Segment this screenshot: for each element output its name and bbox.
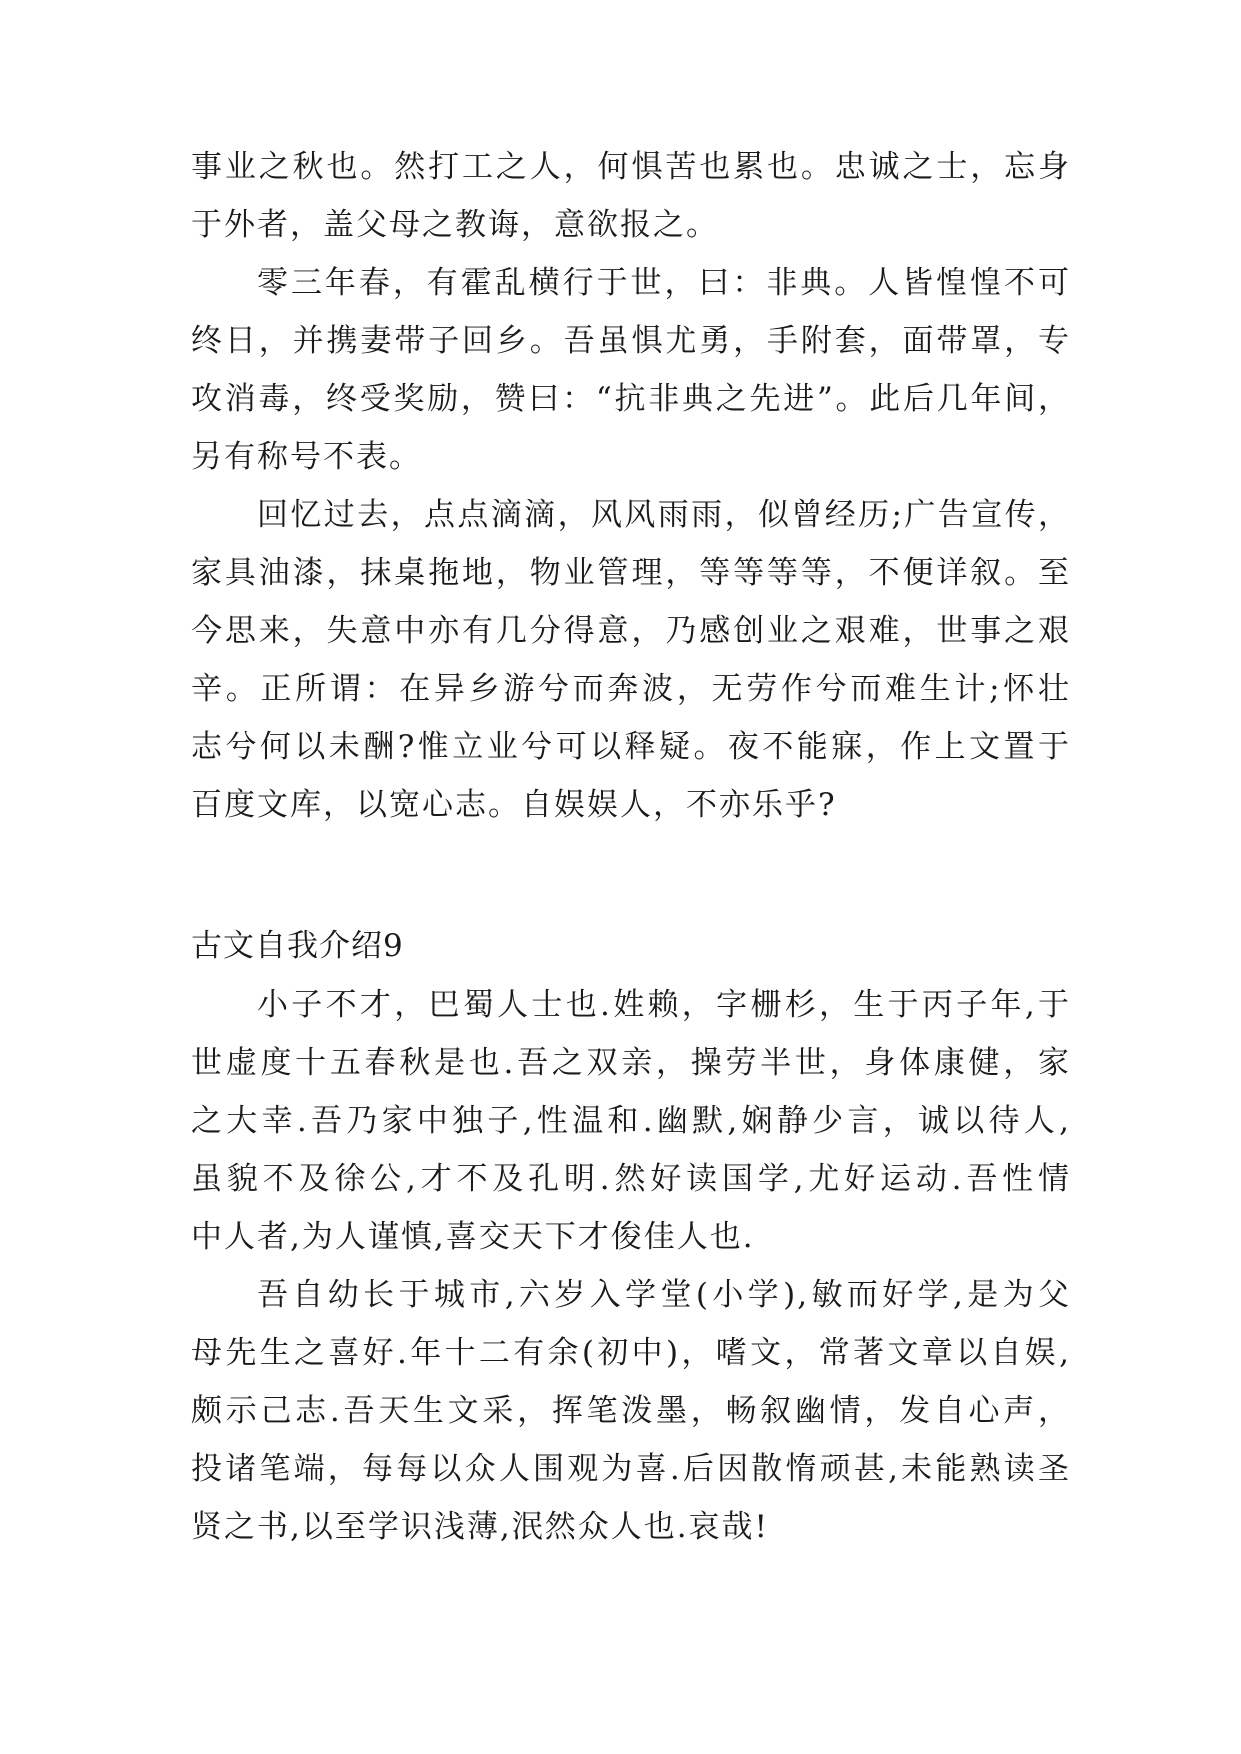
text-line: 之大幸.吾乃家中独子,性温和.幽默,娴静少言，诚以待人, [191, 1103, 1071, 1139]
text-line: 事业之秋也。然打工之人，何惧苦也累也。忠诚之士，忘身 [191, 149, 1071, 185]
text-line: 小子不才，巴蜀人士也.姓赖，字栅杉，生于丙子年,于 [257, 987, 1071, 1023]
text-line: 攻消毒，终受奖励，赞曰：“抗非典之先进”。此后几年间， [191, 381, 1071, 417]
text-line: 吾自幼长于城市,六岁入学堂(小学),敏而好学,是为父 [257, 1277, 1071, 1313]
text-block-2 [191, 976, 1071, 1556]
text-line: 百度文库，以宽心志。自娱娱人，不亦乐乎? [191, 787, 837, 823]
text-line: 家具油漆，抹桌拖地，物业管理，等等等等，不便详叙。至 [191, 555, 1071, 591]
text-line: 投诸笔端，每每以众人围观为喜.后因散惰顽甚,未能熟读圣 [191, 1451, 1071, 1487]
text-line: 虽貌不及徐公,才不及孔明.然好读国学,尤好运动.吾性情 [191, 1161, 1071, 1197]
text-line: 世虚度十五春秋是也.吾之双亲，操劳半世，身体康健，家 [191, 1045, 1071, 1081]
text-block-1 [191, 138, 1071, 834]
text-line: 今思来，失意中亦有几分得意，乃感创业之艰难，世事之艰 [191, 613, 1071, 649]
text-line: 回忆过去，点点滴滴，风风雨雨，似曾经历;广告宣传， [257, 497, 1071, 533]
text-line: 于外者，盖父母之教诲，意欲报之。 [191, 207, 719, 243]
text-line: 另有称号不表。 [191, 439, 422, 475]
text-line: 贤之书,以至学识浅薄,泯然众人也.哀哉! [191, 1509, 770, 1545]
text-line: 零三年春，有霍乱横行于世，曰：非典。人皆惶惶不可 [257, 265, 1071, 301]
section-title: 古文自我介绍9 [191, 928, 404, 964]
text-line: 终日，并携妻带子回乡。吾虽惧尤勇，手附套，面带罩，专 [191, 323, 1071, 359]
text-line: 中人者,为人谨慎,喜交天下才俊佳人也. [191, 1219, 755, 1255]
text-line: 志兮何以未酬?惟立业兮可以释疑。夜不能寐，作上文置于 [191, 729, 1071, 765]
text-line: 母先生之喜好.年十二有余(初中)，嗜文，常著文章以自娱, [191, 1335, 1071, 1371]
text-line: 颇示己志.吾天生文采，挥笔泼墨，畅叙幽情，发自心声， [191, 1393, 1071, 1429]
text-line: 辛。正所谓：在异乡游兮而奔波，无劳作兮而难生计;怀壮 [191, 671, 1071, 707]
